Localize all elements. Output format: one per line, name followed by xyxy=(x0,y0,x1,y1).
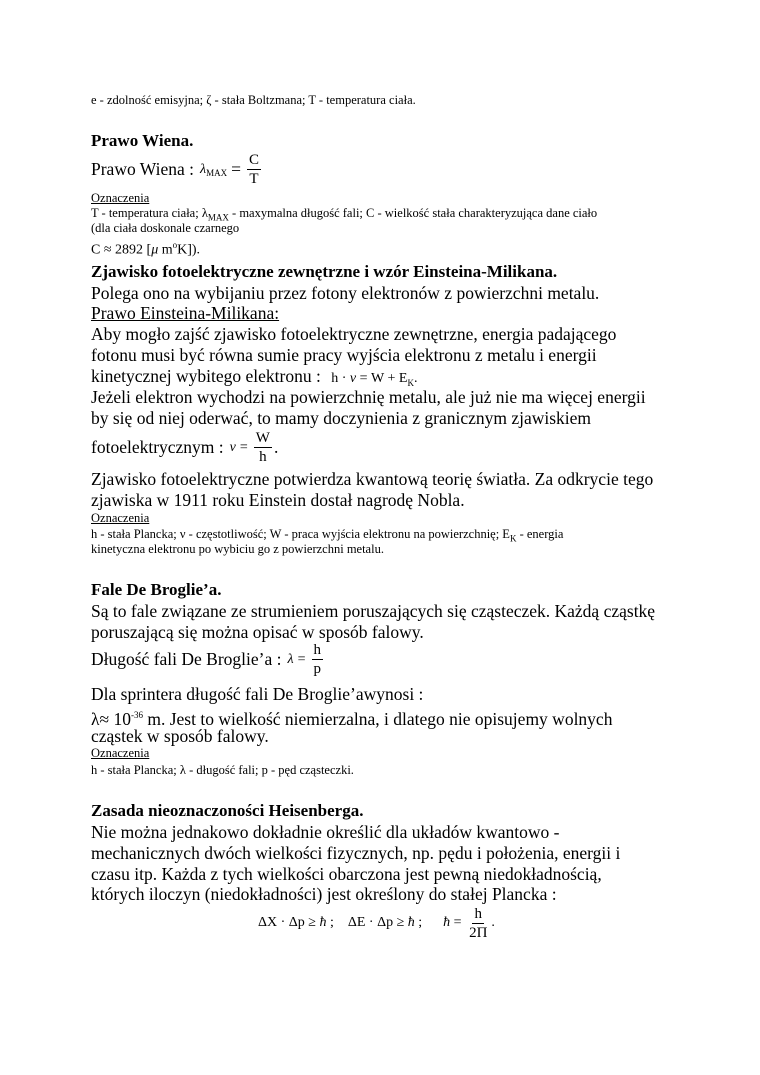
heis-eq-sep-2: ; xyxy=(414,915,444,930)
photo-notes-text-c: - energia xyxy=(516,527,564,541)
broglie-fraction xyxy=(312,641,324,678)
heis-eq-hbar-3: ħ xyxy=(443,915,451,930)
heis-numerator: h xyxy=(474,905,482,922)
heisenberg-line1: Nie można jednakowo dokładnie określić dla układów kwantowo - xyxy=(91,822,560,842)
wien-notes-text-a: T - temperatura ciała; xyxy=(91,206,202,220)
broglie-line5-text-b: m. Jest to wielkość niemierzalna, i dlatego nie opisujemy wolnych xyxy=(142,708,613,729)
wien-formula-label: Prawo Wiena : xyxy=(91,158,194,179)
broglie-eq-equals: = xyxy=(297,651,306,667)
photo-line5: Jeżeli elektron wychodzi na powierzchnię metalu, ale już nie ma więcej energii xyxy=(91,387,646,407)
photo-line1: Polega ono na wybijaniu przez fotony elektronów z powierzchni metalu. xyxy=(91,283,600,303)
wien-constant-text-c: K]). xyxy=(177,242,201,258)
photo-line2: Aby mogło zajść zjawisko fotoelektryczne zewnętrzne, energia padającego xyxy=(91,324,617,344)
photo-heading: Zjawisko fotoelektryczne zewnętrzne i wzór Einsteina-Milikana. xyxy=(91,262,558,281)
heisenberg-line2: mechanicznych dwóch wielkości fizycznych, np. pędu i położenia, energii i xyxy=(91,843,621,863)
heis-eq-end: . xyxy=(491,915,495,930)
wien-notes-line2: (dla ciała doskonale czarnego xyxy=(91,221,240,235)
wien-fraction xyxy=(247,151,261,188)
photo-notes-text-a: h - stała Plancka; xyxy=(91,527,180,541)
heisenberg-line3: czasu itp. Każda z tych wielkości obarczona jest pewną niedokładnością, xyxy=(91,864,602,884)
heis-denominator: 2Π xyxy=(469,924,488,941)
photo-notes-line2: kinetyczna elektronu po wybiciu go z powierzchni metalu. xyxy=(91,542,384,556)
broglie-line3 xyxy=(91,640,325,678)
wien-heading: Prawo Wiena. xyxy=(91,131,194,150)
photo-line3: fotonu musi być równa sumie pracy wyjścia elektronu z metalu i energii xyxy=(91,345,597,365)
heisenberg-line4: których iloczyn (niedokładności) jest określony do stałej Plancka : xyxy=(91,884,557,904)
eq1-part-a: h · xyxy=(331,371,350,386)
broglie-notes-lambda: λ xyxy=(179,763,186,777)
photo-notes-label: Oznaczenia xyxy=(91,511,150,525)
wien-notes-lambda-sub: MAX xyxy=(207,212,229,223)
wien-constant-text-b: m xyxy=(158,242,173,258)
photo-line9: zjawiska w 1911 roku Einstein dostał nagrodę Nobla. xyxy=(91,490,465,510)
broglie-heading: Fale De Broglie’a. xyxy=(91,580,222,599)
photo-line7-text: fotoelektrycznym : xyxy=(91,436,224,457)
wien-notes-text-b: - maxymalna długość fali; C - wielkość stała charakteryzująca dane ciało xyxy=(228,206,598,220)
wien-notes-lambda: λ xyxy=(201,206,208,220)
wien-constant-mu: μ xyxy=(151,242,159,258)
broglie-numerator: h xyxy=(313,641,321,658)
eq1-nu: ν xyxy=(349,371,357,386)
eq2-equals: = xyxy=(239,439,248,455)
top-note: e - zdolność emisyjna; ζ - stała Boltzmana; T - temperatura ciała. xyxy=(91,93,416,107)
photo-notes-nu: ν xyxy=(179,527,186,541)
broglie-notes-label: Oznaczenia xyxy=(91,746,150,760)
wien-lambda: λ xyxy=(199,161,207,177)
wien-numerator: C xyxy=(248,151,259,168)
heis-eq-part-a: ΔX · Δp ≥ xyxy=(258,915,320,930)
broglie-notes-text-b: - długość fali; p - pęd cząsteczki. xyxy=(185,763,354,777)
broglie-line5-exponent: -36 xyxy=(130,710,143,720)
eq2-fraction xyxy=(254,429,272,466)
broglie-notes-text-a: h - stała Plancka; xyxy=(91,763,180,777)
eq2-denominator: h xyxy=(259,448,267,465)
broglie-line3-text: Długość fali De Broglie’a : xyxy=(91,648,282,669)
heis-fraction xyxy=(467,905,489,942)
eq1-part-b: = W + E xyxy=(356,371,408,386)
eq1-end: . xyxy=(413,371,418,386)
eq2-numerator: W xyxy=(255,429,270,446)
broglie-denominator: p xyxy=(313,660,321,677)
wien-equals: = xyxy=(231,158,241,179)
heis-eq-hbar-2: ħ xyxy=(407,915,415,930)
photo-line8: Zjawisko fotoelektryczne potwierdza kwantową teorię światła. Za odkrycie tego xyxy=(91,469,654,489)
photo-subheading: Prawo Einsteina-Milikana: xyxy=(91,303,280,323)
wien-notes-label: Oznaczenia xyxy=(91,191,150,205)
eq2-end: . xyxy=(273,436,279,457)
photo-line4-text: kinetycznej wybitego elektronu : xyxy=(91,366,321,386)
wien-formula xyxy=(91,150,263,188)
broglie-eq-lambda: λ xyxy=(287,651,294,667)
heis-eq-equals: = xyxy=(450,915,466,930)
broglie-line2: poruszającą się można opisać w sposób falowy. xyxy=(91,622,424,642)
heisenberg-equation xyxy=(258,904,495,942)
photo-line6: by się od niej oderwać, to mamy doczynienia z granicznym zjawiskiem xyxy=(91,408,592,428)
photo-notes-text-b: - częstotliwość; W - praca wyjścia elektronu na powierzchnię; E xyxy=(185,527,510,541)
wien-constant-degree: o xyxy=(172,240,178,250)
broglie-notes-line1 xyxy=(91,763,354,778)
broglie-line5-text-a: λ≈ 10 xyxy=(91,708,131,729)
wien-notes-line3 xyxy=(91,240,200,259)
heis-eq-hbar-1: ħ xyxy=(319,915,327,930)
eq2-nu: ν xyxy=(229,439,236,455)
photo-line7 xyxy=(91,428,278,466)
broglie-line6: cząstek w sposób falowy. xyxy=(91,726,269,746)
wien-constant-text-a: C ≈ 2892 [ xyxy=(91,242,152,258)
heis-eq-sep-1: ; xyxy=(326,915,348,930)
photo-notes-sub: K xyxy=(509,533,517,544)
einstein-equation xyxy=(331,371,417,386)
broglie-line4: Dla sprintera długość fali De Broglie’awynosi : xyxy=(91,684,424,704)
heis-eq-part-b: ΔE · Δp ≥ xyxy=(347,915,408,930)
eq1-sub: K xyxy=(407,377,414,388)
heisenberg-heading: Zasada nieoznaczoności Heisenberga. xyxy=(91,801,364,820)
wien-lambda-sub: MAX xyxy=(206,167,228,178)
wien-denominator: T xyxy=(249,170,259,187)
broglie-line1: Są to fale związane ze strumieniem poruszających się cząsteczek. Każdą cząstkę xyxy=(91,601,656,621)
